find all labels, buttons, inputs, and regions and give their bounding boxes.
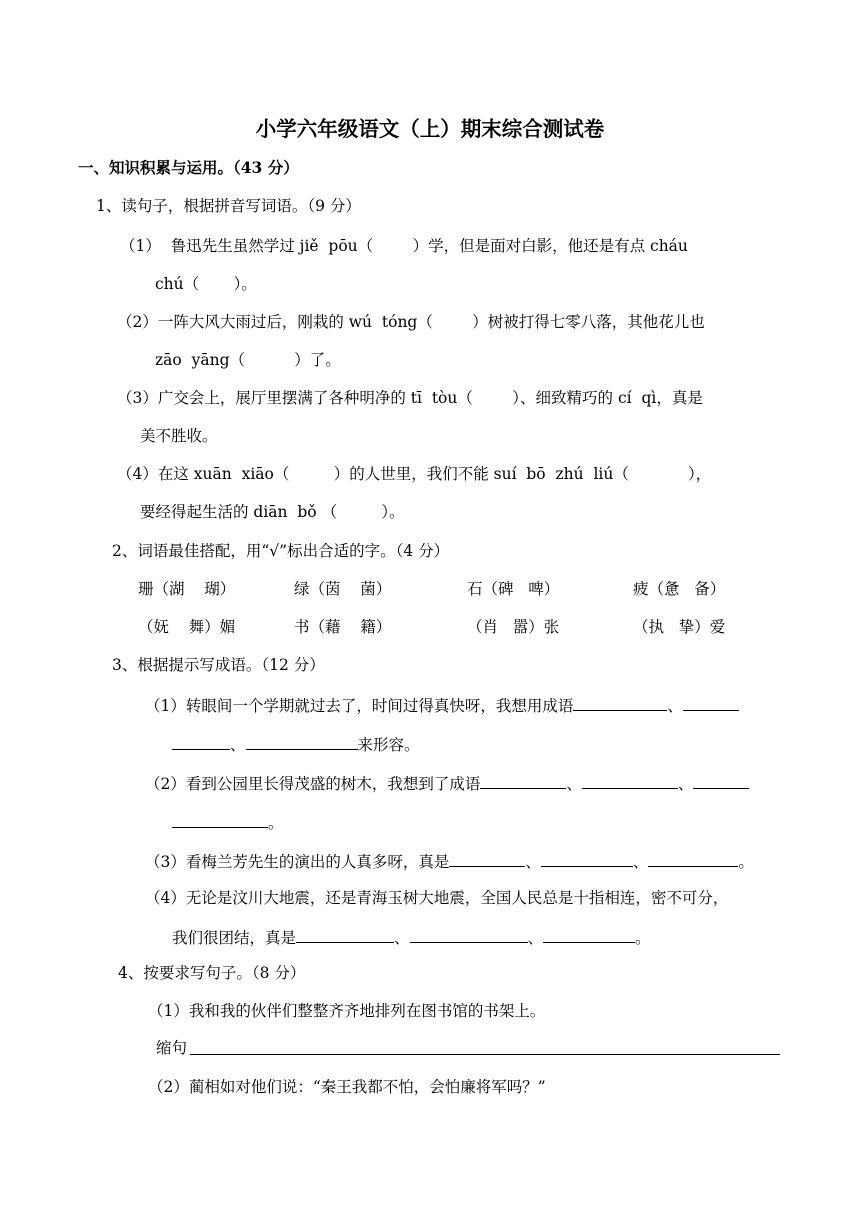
answer-blank[interactable] <box>541 850 633 867</box>
option-pair: 绿（茵 菌） <box>294 580 392 598</box>
option-pair: 书（藉 籍） <box>294 618 392 636</box>
option-pair: （执 挚）爱 <box>633 618 726 636</box>
answer-blank[interactable] <box>449 850 525 867</box>
option-pair: （妩 舞）媚 <box>138 618 236 636</box>
question-3-item-4-line-2: 我们很团结，真是 、 、 。 <box>172 926 651 948</box>
question-1-item-1-line-2: chú（ ）。 <box>155 275 257 293</box>
option-pair: 石（碑 啤） <box>467 580 560 598</box>
question-2-heading: 2、词语最佳搭配，用“√”标出合适的字。（4 分） <box>112 542 450 560</box>
answer-blank[interactable] <box>246 733 358 750</box>
answer-blank[interactable] <box>410 926 528 943</box>
question-3-item-2-line-2: 。 <box>172 811 284 833</box>
option-pair: （肖 嚣）张 <box>467 618 560 636</box>
question-4-item-2: （2）蔺相如对他们说：“秦王我都不怕，会怕廉将军吗？” <box>148 1078 546 1096</box>
answer-blank[interactable] <box>543 926 635 943</box>
option-pair: 疲（惫 备） <box>633 580 726 598</box>
answer-blank[interactable] <box>683 694 739 711</box>
answer-label: 缩句 <box>156 1039 188 1057</box>
question-1-item-4-line-2: 要经得起生活的 diān bǒ （ ）。 <box>140 503 405 521</box>
question-3-item-3: （3）看梅兰芳先生的演出的人真多呀，真是 、 、 。 <box>145 850 754 872</box>
question-3-item-2-line-1: （2）看到公园里长得茂盛的树木，我想到了成语 、 、 <box>145 772 749 794</box>
question-3-item-1-line-2: 、 来形容。 <box>172 733 420 755</box>
question-1-item-4-line-1: （4）在这 xuān xiāo（ ）的人世里，我们不能 suí bō zhú liú（ ）， <box>117 465 712 483</box>
question-1-heading: 1、读句子，根据拼音写词语。（9 分） <box>96 197 361 215</box>
answer-blank[interactable] <box>573 694 667 711</box>
answer-blank[interactable] <box>480 772 566 789</box>
answer-blank[interactable] <box>648 850 738 867</box>
answer-blank[interactable] <box>172 811 268 828</box>
section-heading: 一、知识积累与运用。（43 分） <box>78 158 299 177</box>
question-1-item-1-line-1: （1） 鲁迅先生虽然学过 jiě pōu（ ）学，但是面对白影，他还是有点 cháu <box>120 237 688 255</box>
page-title: 小学六年级语文（上）期末综合测试卷 <box>255 117 605 141</box>
answer-blank[interactable] <box>582 772 678 789</box>
question-1-item-2-line-1: （2）一阵大风大雨过后，刚栽的 wú tóng（ ）树被打得七零八落，其他花儿也 <box>117 313 705 331</box>
question-1-item-2-line-2: zāo yāng（ ）了。 <box>155 351 341 369</box>
option-pair: 珊（湖 瑚） <box>138 580 236 598</box>
question-1-item-3-line-2: 美不胜收。 <box>140 427 218 445</box>
answer-blank[interactable] <box>693 772 749 789</box>
question-3-item-1-line-1: （1）转眼间一个学期就过去了，时间过得真快呀，我想用成语 、 <box>145 694 739 716</box>
answer-blank[interactable] <box>296 926 394 943</box>
answer-blank[interactable] <box>172 733 230 750</box>
question-1-item-3-line-1: （3）广交会上，展厅里摆满了各种明净的 tī tòu（ ）、细致精巧的 cí qì，真是 <box>117 389 703 407</box>
question-3-heading: 3、根据提示写成语。（12 分） <box>112 656 325 674</box>
answer-line[interactable] <box>190 1054 780 1055</box>
question-4-heading: 4、按要求写句子。（8 分） <box>118 964 306 982</box>
question-4-item-1: （1）我和我的伙伴们整整齐齐地排列在图书馆的书架上。 <box>148 1002 546 1020</box>
question-3-item-4-line-1: （4）无论是汶川大地震，还是青海玉树大地震，全国人民总是十指相连，密不可分， <box>145 889 729 907</box>
